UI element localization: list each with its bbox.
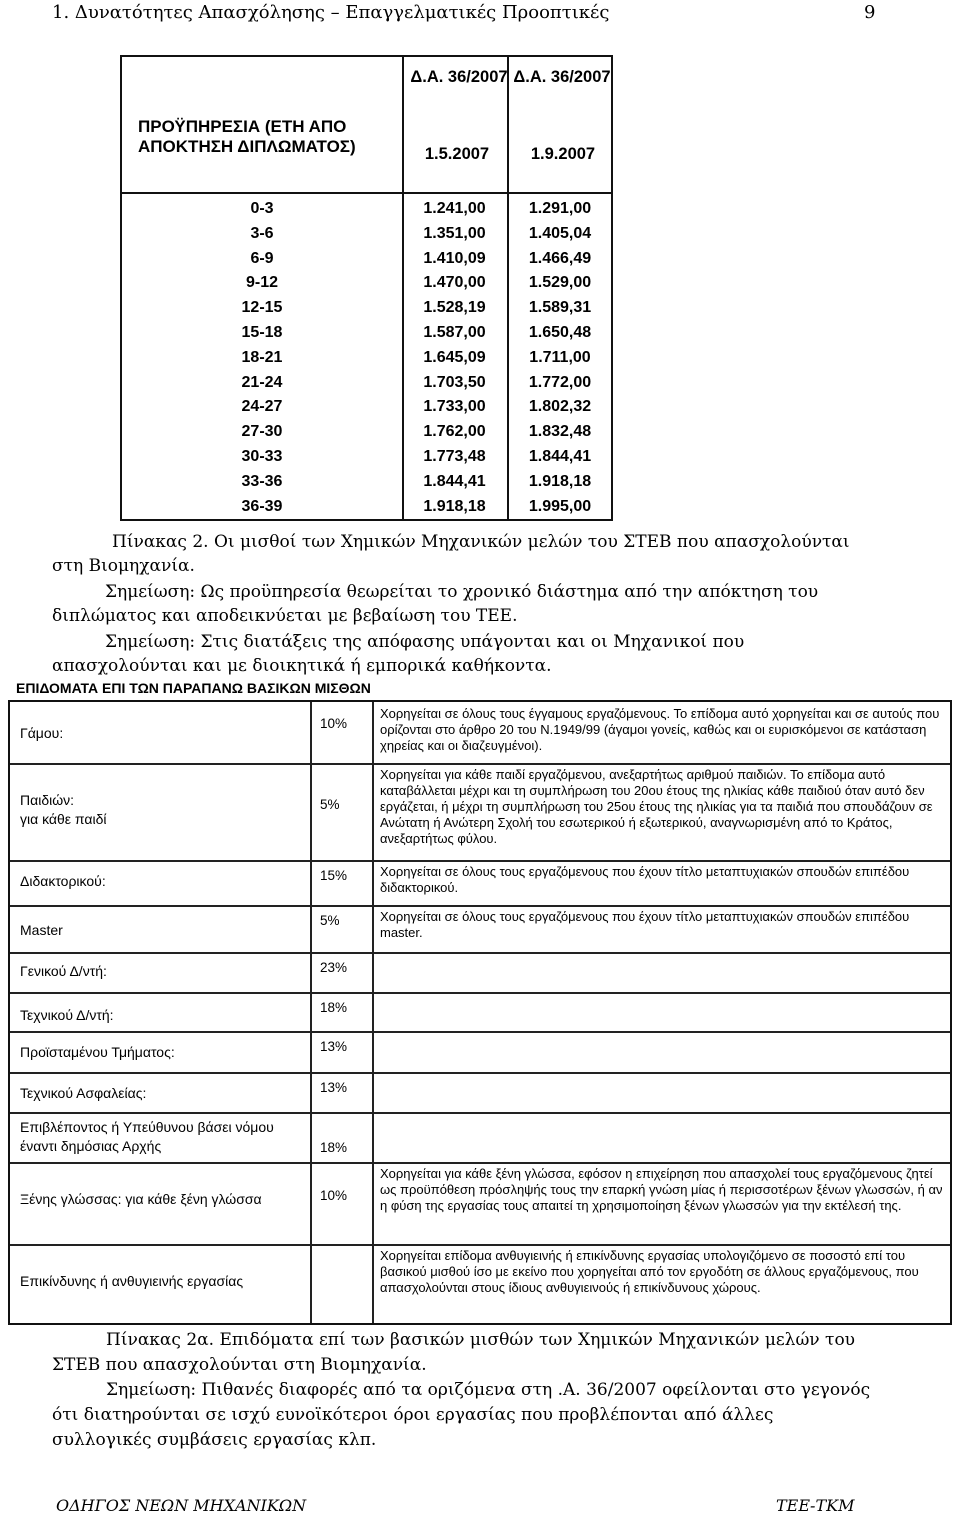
salary-value: 1.410,09 <box>423 249 486 267</box>
allowance-description: Χορηγείται σε όλους τους εργαζόμενους που έχουν τίτλο μεταπτυχιακών σπουδών επιπέδου διδακτορικού. <box>380 864 910 895</box>
table-row <box>122 420 611 445</box>
salary-value: 1.589,31 <box>528 299 592 317</box>
note-1-cont: διπλώματος και αποδεικνύεται με βεβαίωση του ΤΕΕ. <box>52 606 518 626</box>
allowance-description: Χορηγείται σε όλους τους έγγαμους εργαζόμενους. Το επίδομα αυτό χορηγείται και σε αυτούς που ορίζονται στο άρθρο 20 του Ν.1949/99 (άγαμοι γονείς, καθώς και οι ευρισκόμενοι σε κατάσταση χηρείας και οι διαζευγμένοι). <box>380 706 940 753</box>
allowance-label <box>20 1272 310 1291</box>
experience-range: 24-27 <box>241 398 283 416</box>
table-row <box>122 296 611 321</box>
note-3-cont: ότι διατηρούνται σε ισχύ ευνοϊκότεροι όροι εργασίας που προβλέπονται από άλλες <box>52 1405 774 1425</box>
allowance-label <box>20 1118 310 1156</box>
table-row <box>122 346 611 371</box>
salary-value: 1.703,50 <box>423 373 486 391</box>
experience-column-header: ΠΡΟΫΠΗΡΕΣΙΑ (ΕΤΗ ΑΠΟ ΑΠΟΚΤΗΣΗ ΔΙΠΛΩΜΑΤΟΣ) <box>138 117 356 156</box>
table2-caption-cont: ΣΤΕΒ που απασχολούνται στη Βιομηχανία. <box>52 1355 427 1375</box>
experience-range: 30-33 <box>241 448 283 465</box>
allowance-percent: 13% <box>320 1039 348 1054</box>
salary-value: 1.528,19 <box>423 299 486 317</box>
allowance-label <box>20 872 310 891</box>
allowance-percent: 15% <box>320 868 348 883</box>
column-date-1: 1.5.2007 <box>424 145 490 163</box>
salary-table <box>120 55 613 521</box>
note-2: Σημείωση: Στις διατάξεις της απόφασης υπάγονται και οι Μηχανικοί που <box>105 632 745 652</box>
salary-value: 1.470,00 <box>423 274 486 292</box>
experience-range: 18-21 <box>241 348 283 366</box>
table1-caption-cont: στη Βιομηχανία. <box>52 556 195 576</box>
allowance-label <box>20 724 310 743</box>
allowance-description: Χορηγείται για κάθε παιδί εργαζόμενου, ανεξαρτήτως αριθμού παιδιών. Το επίδομα αυτό καταβάλλεται μέχρι και τη συμπλήρωση του 20ου έτους της ηλικίας κάθε παιδιού όταν αυτό δεν εργάζεται, ή μέχρι τη συμπλήρωση του 25ου έτους της ηλικίας για τα παιδιά που σπουδάζουν σε Ανώτατη ή Ανώτερη Σχολή του εσωτερικού ή εξωτερικού, αναγνωρισμένη από το Κράτος, ανεξαρτήτως φύλου. <box>380 767 933 846</box>
salary-value: 1.291,00 <box>528 200 592 217</box>
allowance-label <box>20 791 310 829</box>
salary-value: 1.844,41 <box>423 472 486 490</box>
table-row <box>122 247 611 272</box>
salary-value: 1.466,49 <box>528 249 592 267</box>
table-divider <box>10 952 950 954</box>
allowance-description: Χορηγείται για κάθε ξένη γλώσσα, εφόσον η επιχείρηση που απασχολεί τους εργαζόμενους ζητεί ως προϋπόθεση πρόσληψής τους την επαρκή γνώση μίας ή περισσοτέρων ξένων γλωσσών, ή αν η φύση της εργασίας τους απαιτεί τη χρησιμοποίηση ξένων γλωσσών για την εκτέλεσή της. <box>380 1166 943 1213</box>
experience-range: 27-30 <box>241 423 283 441</box>
page-number: 9 <box>864 2 876 23</box>
column-date-2: 1.9.2007 <box>530 145 596 163</box>
allowance-label-text: Τεχνικού Δ/ντή: <box>20 1007 114 1023</box>
allowance-label-text: Γενικού Δ/ντή: <box>20 963 107 979</box>
allowance-label-text: Τεχνικού Ασφαλείας: <box>20 1085 147 1101</box>
experience-range: 0-3 <box>250 200 274 217</box>
allowance-label-sub: για κάθε παιδί <box>20 811 107 827</box>
salary-value: 1.241,00 <box>423 200 486 217</box>
table-row <box>122 470 611 495</box>
allowance-label <box>20 1190 310 1209</box>
allowance-percent: 10% <box>320 1188 348 1203</box>
salary-value: 1.832,48 <box>528 423 592 441</box>
table-divider <box>10 860 950 862</box>
footer-right: ΤΕΕ-ΤΚΜ <box>776 1496 855 1515</box>
allowance-description: Χορηγείται σε όλους τους εργαζόμενους που έχουν τίτλο μεταπτυχιακών σπουδών επιπέδου master. <box>380 909 910 940</box>
salary-value: 1.995,00 <box>528 497 592 515</box>
salary-value: 1.529,00 <box>528 274 592 292</box>
table-row <box>122 395 611 420</box>
table2-caption: Πίνακας 2α. Επιδόματα επί των βασικών μισθών των Χημικών Μηχανικών μελών του <box>106 1330 856 1350</box>
salary-value: 1.711,00 <box>529 348 591 366</box>
allowance-label-text: Ξένης γλώσσας: για κάθε ξένη γλώσσα <box>20 1191 262 1207</box>
table-divider <box>10 992 950 994</box>
salary-value: 1.405,04 <box>528 224 592 242</box>
salary-value: 1.802,32 <box>528 398 592 416</box>
table-divider <box>310 702 312 1323</box>
salary-value: 1.772,00 <box>528 373 592 391</box>
note-2-cont: απασχολούνται και με διοικητικά ή εμπορικά καθήκοντα. <box>52 656 552 676</box>
allowance-label-text: Γάμου: <box>20 725 64 741</box>
experience-range: 33-36 <box>241 472 283 490</box>
allowance-label-text: Διδακτορικού: <box>20 873 106 889</box>
column-header-2: Δ.Α. 36/2007 <box>513 68 611 86</box>
allowance-label-text: Παιδιών: <box>20 792 75 808</box>
table-divider <box>10 1244 950 1246</box>
table-divider <box>122 192 611 194</box>
salary-value: 1.773,48 <box>423 448 486 465</box>
salary-value: 1.733,00 <box>423 398 486 416</box>
table-divider <box>10 905 950 907</box>
allowance-label <box>20 1084 310 1103</box>
allowances-title: ΕΠΙΔΟΜΑΤΑ ΕΠΙ ΤΩΝ ΠΑΡΑΠΑΝΩ ΒΑΣΙΚΩΝ ΜΙΣΘΩΝ <box>16 680 371 696</box>
allowance-percent: 23% <box>320 960 348 975</box>
running-header-title: 1. Δυνατότητες Απασχόλησης – Επαγγελματικές Προοπτικές <box>52 2 610 23</box>
allowance-label-text: Master <box>20 922 63 938</box>
experience-range: 9-12 <box>245 274 279 292</box>
allowance-percent: 5% <box>320 797 340 812</box>
allowance-percent: 13% <box>320 1080 348 1095</box>
note-3-cont2: συλλογικές συμβάσεις εργασίας κλπ. <box>52 1430 377 1450</box>
note-3: Σημείωση: Πιθανές διαφορές από τα οριζόμενα στη .Α. 36/2007 οφείλονται στο γεγονός <box>106 1380 871 1400</box>
experience-range: 3-6 <box>250 224 274 242</box>
salary-value: 1.587,00 <box>423 324 486 341</box>
table-row <box>122 321 611 346</box>
salary-value: 1.650,48 <box>528 324 592 341</box>
footer-left: ΟΔΗΓΟΣ ΝΕΩΝ ΜΗΧΑΝΙΚΩΝ <box>56 1496 307 1515</box>
experience-range: 12-15 <box>241 299 283 317</box>
allowances-table <box>8 680 952 1325</box>
salary-value: 1.918,18 <box>528 472 592 490</box>
allowance-label <box>20 962 310 981</box>
experience-range: 15-18 <box>241 324 283 341</box>
salary-value: 1.762,00 <box>423 423 486 441</box>
table-row <box>122 197 611 222</box>
allowance-label <box>20 1006 310 1025</box>
table-row <box>122 371 611 396</box>
experience-range: 21-24 <box>241 373 283 391</box>
allowance-percent: 18% <box>320 1000 348 1015</box>
table-divider <box>372 702 374 1323</box>
allowance-description: Χορηγείται επίδομα ανθυγιεινής ή επικίνδυνης εργασίας υπολογιζόμενο σε ποσοστό επί του βασικού μισθού ίσο με εκείνο που χορηγείται από τον εργοδότη σε άλλους εργαζόμενους, που απασχολούνται στους ίδιους ανθυγιεινούς ή επικίνδυνους χώρους. <box>380 1248 919 1295</box>
table-divider <box>10 1112 950 1114</box>
column-header-1: Δ.Α. 36/2007 <box>410 68 508 86</box>
table-row <box>122 222 611 247</box>
salary-value: 1.918,18 <box>423 497 486 515</box>
table-divider <box>10 1072 950 1074</box>
allowance-label <box>20 1043 310 1062</box>
table-divider <box>10 1162 950 1164</box>
note-1: Σημείωση: Ως προϋπηρεσία θεωρείται το χρονικό διάστημα από την απόκτηση του <box>105 582 819 602</box>
salary-value: 1.844,41 <box>528 448 592 465</box>
allowance-label-text: Προϊσταμένου Τμήματος: <box>20 1044 175 1060</box>
table-row <box>122 495 611 520</box>
allowance-label-text: Επιβλέποντος ή Υπεύθυνου βάσει νόμου έναντι δημόσιας Αρχής <box>20 1119 274 1154</box>
table-row <box>122 271 611 296</box>
salary-value: 1.351,00 <box>423 224 486 242</box>
allowance-label <box>20 921 310 940</box>
experience-range: 6-9 <box>250 249 274 267</box>
salary-value: 1.645,09 <box>423 348 486 366</box>
experience-range: 36-39 <box>241 497 283 515</box>
table-row <box>122 445 611 470</box>
table-divider <box>10 763 950 765</box>
table-divider <box>10 1031 950 1033</box>
allowance-percent: 5% <box>320 913 340 928</box>
allowance-percent: 18% <box>320 1140 348 1155</box>
allowance-percent: 10% <box>320 716 348 731</box>
table1-caption: Πίνακας 2. Οι μισθοί των Χημικών Μηχανικών μελών του ΣΤΕΒ που απασχολούνται <box>112 532 850 552</box>
allowance-label-text: Επικίνδυνης ή ανθυγιεινής εργασίας <box>20 1273 244 1289</box>
